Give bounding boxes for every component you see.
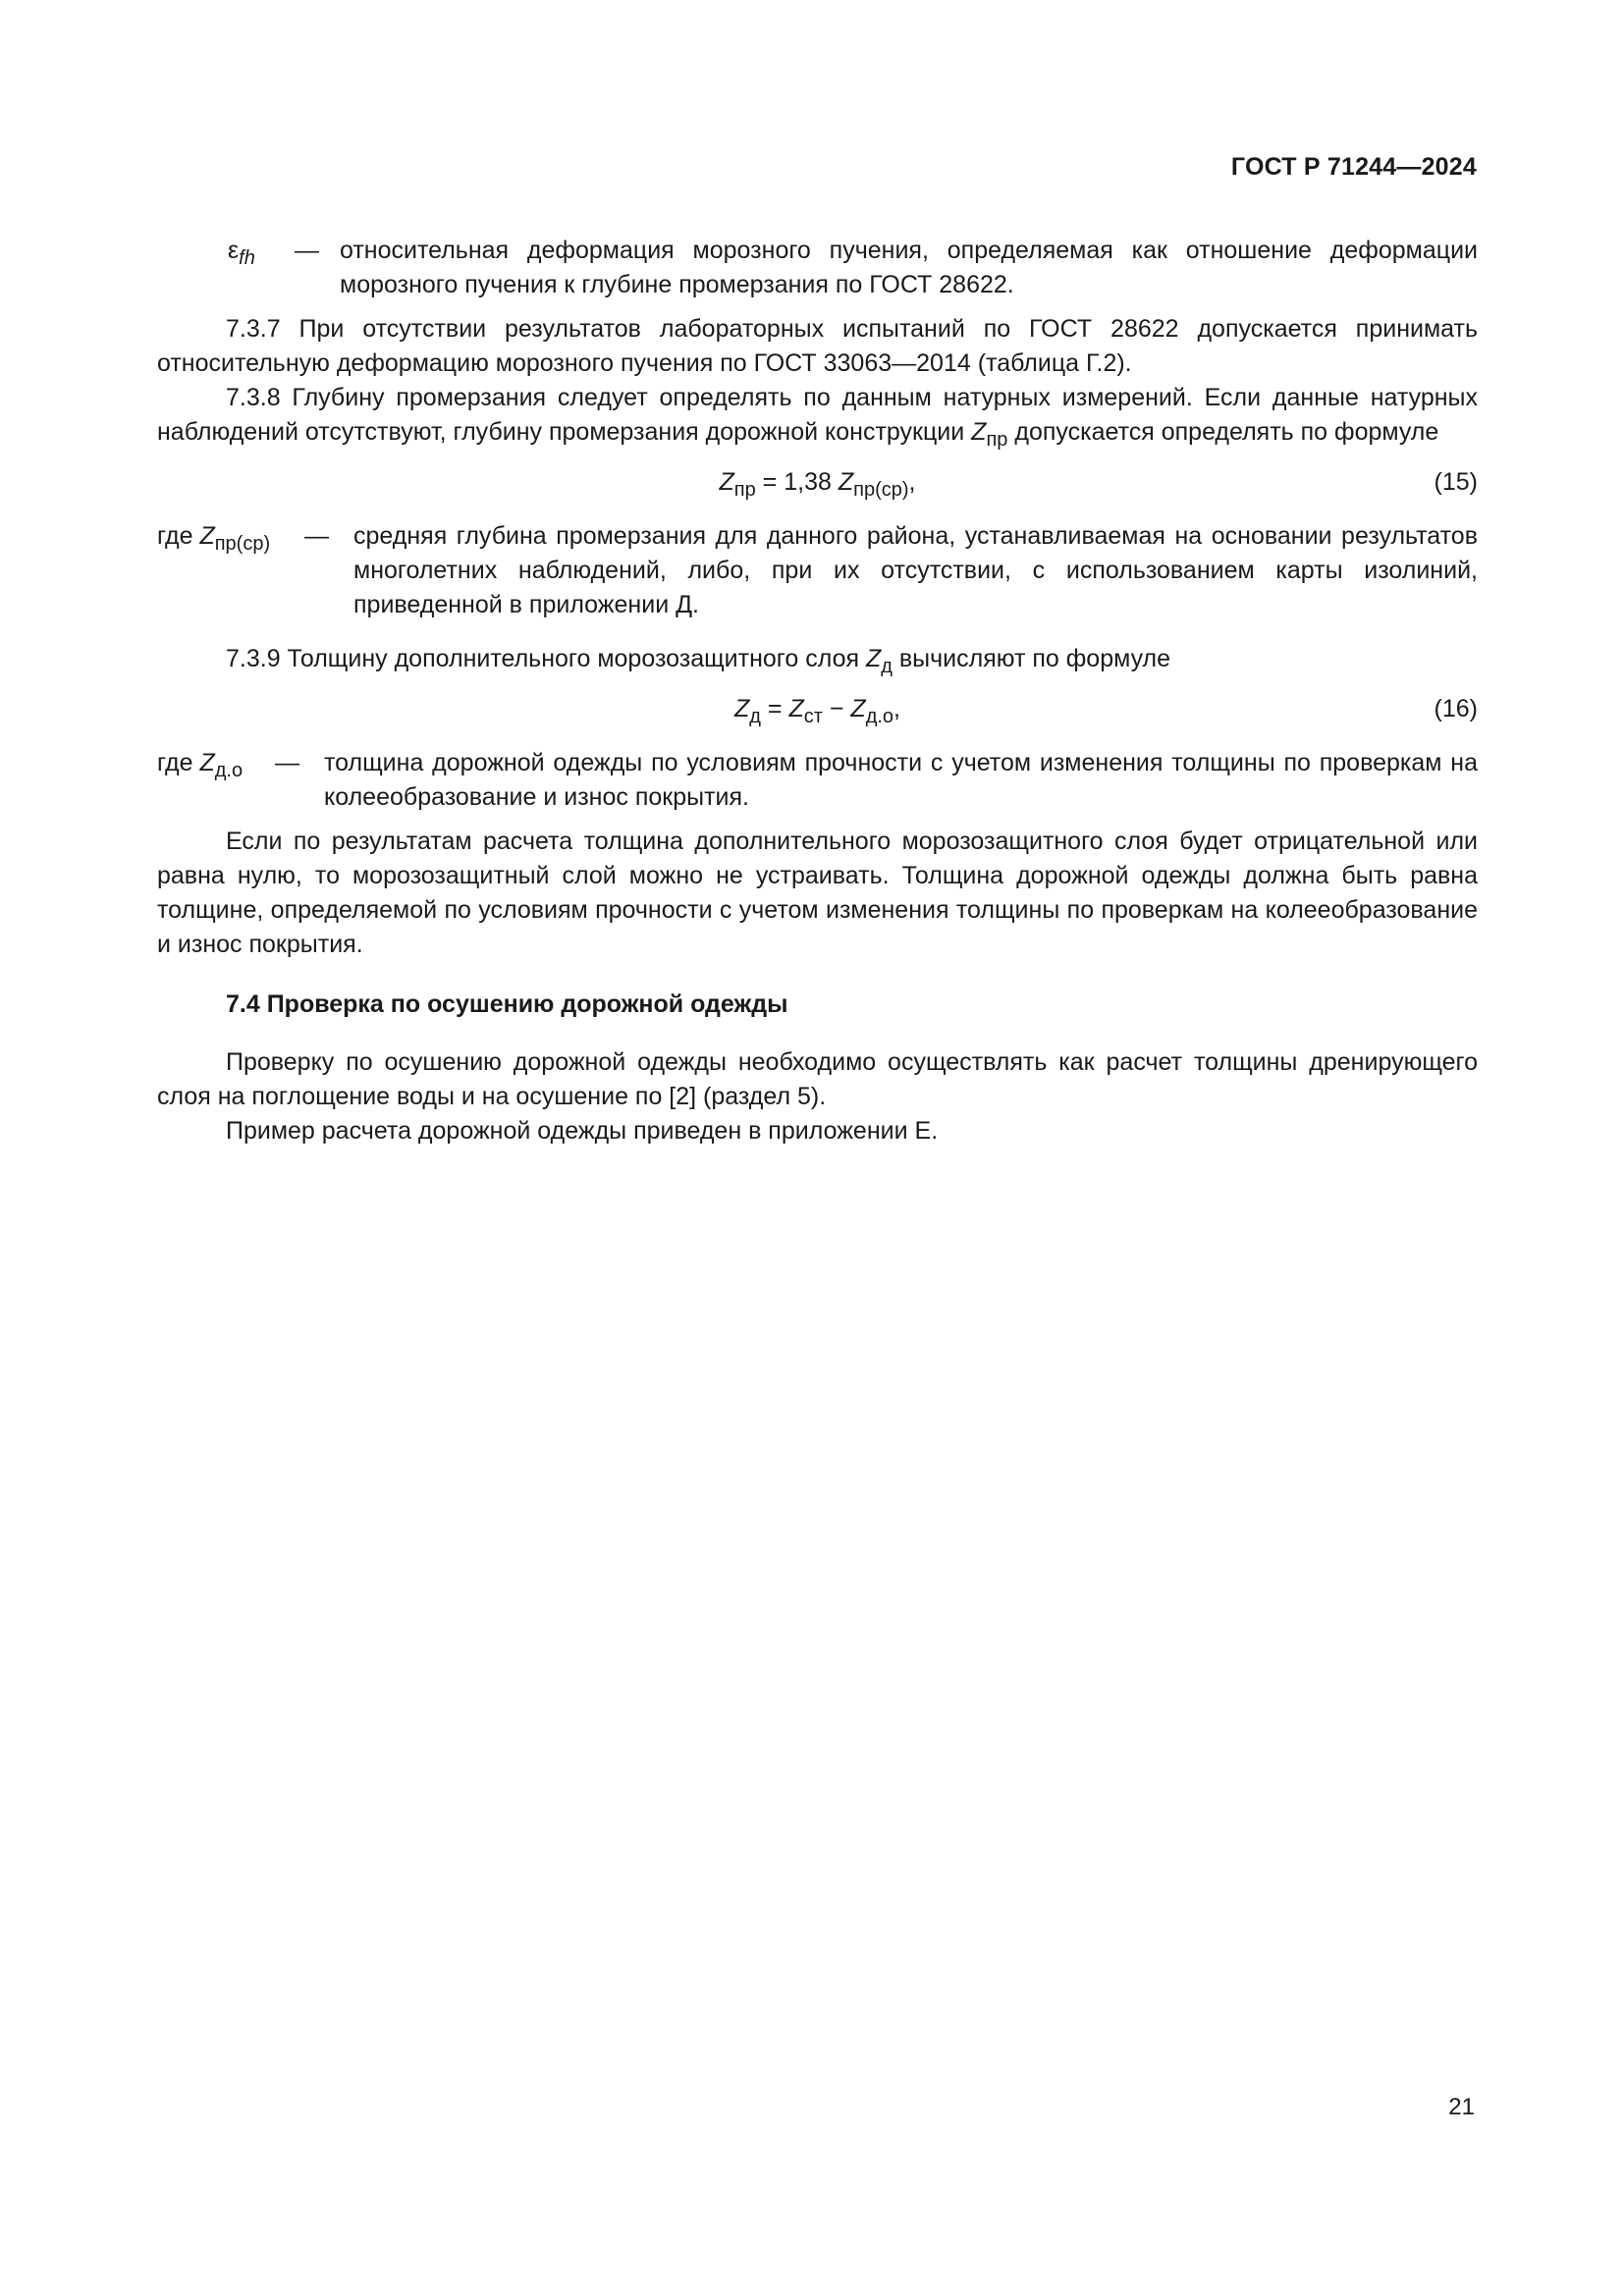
symbol-z: Z [199,749,215,776]
symbol-epsilon: ε [228,237,240,264]
formula-operator: − [822,695,851,722]
symbol-subscript: д [881,656,893,677]
symbol-z: Z [865,645,882,672]
formula-16 [157,692,1478,726]
symbol-subscript: пр [986,429,1008,451]
symbol-subscript: ст [803,706,823,727]
definition-text: средняя глубина промерзания для данного района, устанавливаемая на основании результатов многолетних наблюдений, либо, при их отсутствии, с использованием карты изолиний, приведенной в приложении Д. [353,522,1478,618]
symbol-subscript: д.о [214,760,244,781]
symbol-z: Z [199,522,215,550]
formula-15 [157,465,1478,500]
symbol-subscript: пр [733,479,756,501]
definition-efh [157,234,1478,302]
formula-punctuation: , [908,468,916,496]
symbol-z: Z [838,468,854,496]
definition-term [157,234,295,268]
definition-text: относительная деформация морозного пучения, определяемая как отношение деформации морозного пучения к глубине промерзания по ГОСТ 28622. [340,237,1478,298]
symbol-z: Z [734,695,750,722]
symbol-z: Z [719,468,734,496]
definition-term [157,519,304,554]
paragraph-text: 7.3.8 Глубину промерзания следует определять по данным натурных измерений. Если данные натурных наблюдений отсутствуют, глубину промерзания дорожной конструкции [157,384,1478,446]
page-number: 21 [1448,2094,1475,2120]
definition-z-pr-sr [157,519,1478,622]
formula-expression [157,465,1478,500]
where-label: где [157,522,200,550]
definition-dash: — [304,522,329,550]
paragraph-7-3-7: 7.3.7 При отсутствии результатов лабораторных испытаний по ГОСТ 28622 допускается принимать относительную деформацию морозного пучения по ГОСТ 33063—2014 (таблица Г.2). [157,315,1478,377]
definition-dash: — [295,237,319,264]
symbol-z: Z [971,418,987,446]
definition-z-do [157,746,1478,815]
definition-dash: — [275,749,299,776]
formula-number: (15) [1434,468,1478,496]
document-id-header: ГОСТ Р 71244—2024 [1230,153,1477,181]
paragraph-frost-layer: Если по результатам расчета толщина дополнительного морозозащитного слоя будет отрицательной или равна нулю, то морозозащитный слой можно не устраивать. Толщина дорожной одежды должна быть равна толщине, определяемой по условиям прочности с учетом изменения толщины по проверкам на колееобразование и износ покрытия. [157,828,1478,958]
where-label: где [157,749,200,776]
formula-operator: = [760,695,789,722]
paragraph-7-3-8 [157,381,1478,450]
paragraph-7-4-drainage: Проверку по осушению дорожной одежды необходимо осуществлять как расчет толщины дренирующего слоя на поглощение воды и на осушение по [2] (раздел 5). [157,1048,1478,1110]
definition-term [157,746,275,780]
symbol-z: Z [850,695,866,722]
formula-number: (16) [1434,695,1478,722]
section-heading-7-4: 7.4 Проверка по осушению дорожной одежды [226,990,788,1018]
symbol-subscript: пр(ср) [214,533,271,555]
symbol-z: Z [788,695,804,722]
symbol-subscript: д [749,706,761,727]
formula-punctuation: , [893,695,900,722]
symbol-subscript: fh [239,247,255,269]
paragraph-text: допускается определять по формуле [1007,418,1439,446]
page-body [157,234,1478,1148]
paragraph-7-3-9 [157,642,1478,676]
symbol-subscript: д.о [865,706,894,727]
paragraph-text: 7.3.9 Толщину дополнительного морозозащитного слоя [226,645,866,672]
paragraph-7-4-example: Пример расчета дорожной одежды приведен в приложении Е. [226,1117,939,1145]
symbol-subscript: пр(ср) [853,479,909,501]
formula-expression [157,692,1478,726]
paragraph-text: вычисляют по формуле [892,645,1171,672]
definition-text: толщина дорожной одежды по условиям прочности с учетом изменения толщины по проверкам на колееобразование и износ покрытия. [324,749,1478,811]
formula-operator: = 1,38 [755,468,839,496]
